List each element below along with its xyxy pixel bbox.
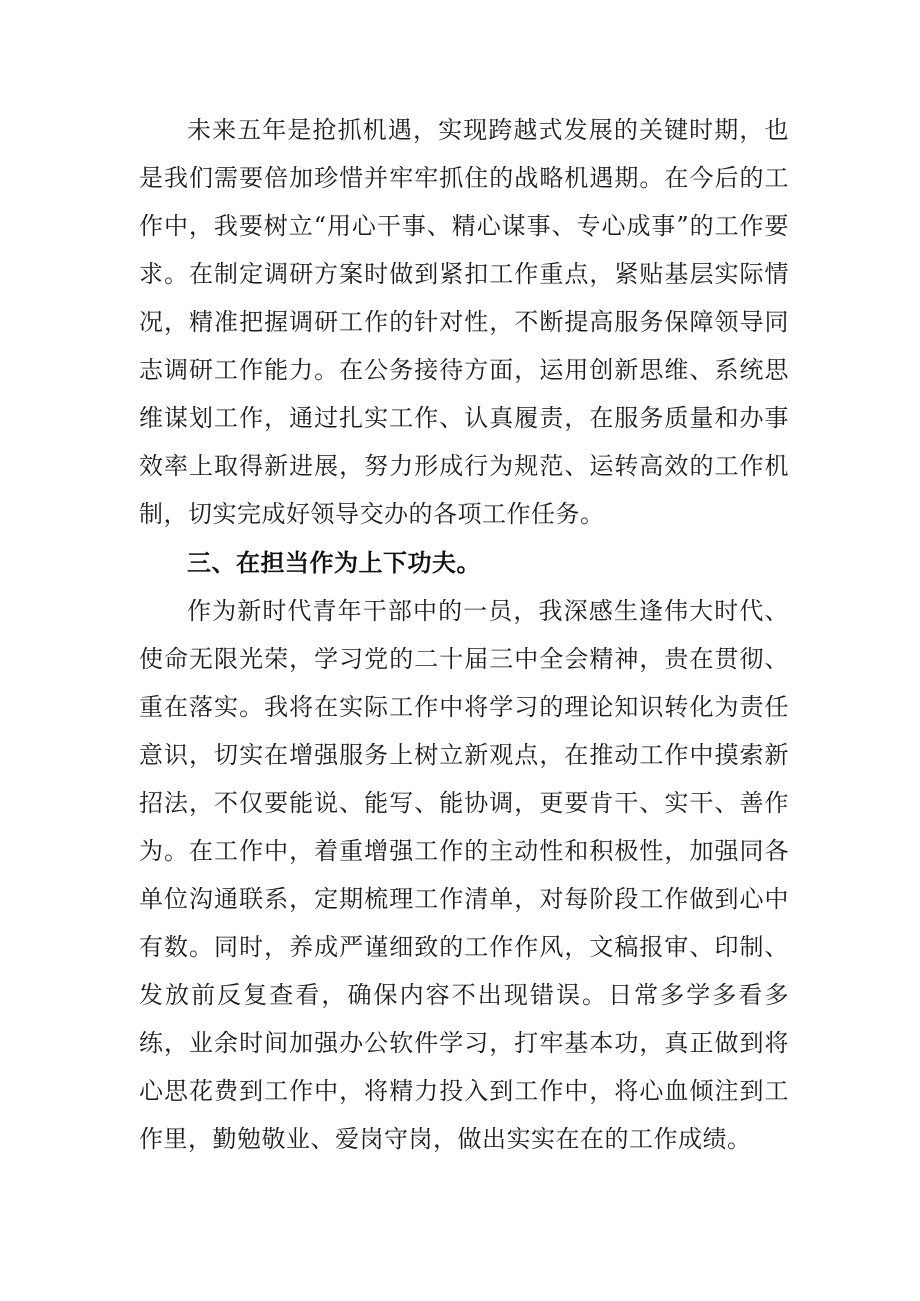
body-paragraph-2: 作为新时代青年干部中的一员，我深感生逢伟大时代、使命无限光荣，学习党的二十届三中全会精神，贵在贯彻、重在落实。我将在实际工作中将学习的理论知识转化为责任意识，切实在增强服务上树立新观点，在推动工作中摸索新招法，不仅要能说、能写、能协调，更要肯干、实干、善作为。在工作中，着重增强工作的主动性和积极性，加强同各单位沟通联系，定期梳理工作清单，对每阶段工作做到心中有数。同时，养成严谨细致的工作作风，文稿报审、印制、发放前反复查看，确保内容不出现错误。日常多学多看多练，业余时间加强办公软件学习，打牢基本功，真正做到将心思花费到工作中，将精力投入到工作中，将心血倾注到工作里，勤勉敬业、爱岗守岗，做出实实在在的工作成绩。 — [139, 597, 789, 1153]
body-paragraph-1: 未来五年是抢抓机遇，实现跨越式发展的关键时期，也是我们需要倍加珍惜并牢牢抓住的战略机遇期。在今后的工作中，我要树立“用心干事、精心谋事、专心成事”的工作要求。在制定调研方案时做到紧扣工作重点，紧贴基层实际情况，精准把握调研工作的针对性，不断提高服务保障领导同志调研工作能力。在公务接待方面，运用创新思维、系统思维谋划工作，通过扎实工作、认真履责，在服务质量和办事效率上取得新进展，努力形成行为规范、运转高效的工作机制，切实完成好领导交办的各项工作任务。 — [139, 116, 789, 528]
section-heading-3: 三、在担当作为上下功夫。 — [187, 549, 481, 577]
